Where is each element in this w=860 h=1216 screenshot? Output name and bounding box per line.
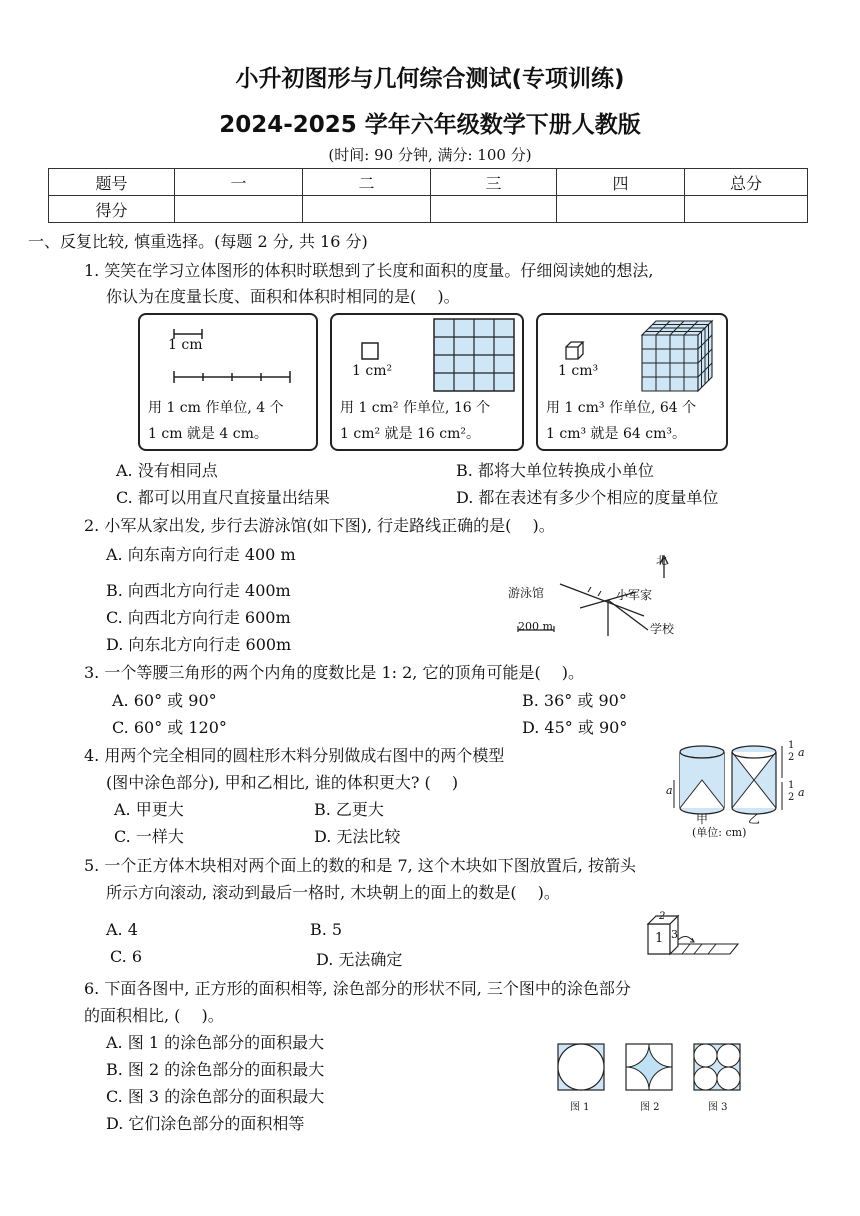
q1-area-box xyxy=(330,313,524,451)
cyl-yi-half-top-den: 2 xyxy=(788,752,795,763)
score-table-score-row xyxy=(49,196,808,223)
cell-part-1: 一 xyxy=(175,169,303,196)
q4-text-line2: (图中涂色部分), 甲和乙相比, 谁的体积更大? ( ) xyxy=(106,773,459,792)
cube-side-number: 3 xyxy=(671,928,678,941)
q1-box1-text2: 1 cm 就是 4 cm。 xyxy=(148,426,268,442)
q1-option-c[interactable]: C. 都可以用直尺直接量出结果 xyxy=(116,488,330,507)
q4-cylinder-figure xyxy=(664,740,812,840)
exam-title: 小升初图形与几何综合测试(专项训练) xyxy=(235,66,625,92)
q2-map-figure xyxy=(508,552,708,642)
fig2-label: 图 2 xyxy=(640,1102,660,1113)
q1-box1-unit: 1 cm xyxy=(168,337,203,353)
school-label: 学校 xyxy=(650,622,675,636)
section-1-heading: 一、反复比较, 慎重选择。(每题 2 分, 共 16 分) xyxy=(28,232,368,251)
q5-text-line1: 5. 一个正方体木块相对两个面上的数的和是 7, 这个木块如下图放置后, 按箭头 xyxy=(84,856,636,875)
score-table-header-row xyxy=(49,169,808,196)
q5-cube-figure xyxy=(630,906,740,966)
q3-option-a[interactable]: A. 60° 或 90° xyxy=(112,691,217,710)
q6-option-a[interactable]: A. 图 1 的涂色部分的面积最大 xyxy=(106,1033,325,1052)
q2-option-a[interactable]: A. 向东南方向行走 400 m xyxy=(106,545,296,564)
q1-box2-text1: 用 1 cm² 作单位, 16 个 xyxy=(340,400,491,416)
q1-box2-text2: 1 cm² 就是 16 cm²。 xyxy=(340,426,480,442)
q1-volume-box xyxy=(536,313,728,451)
exam-time-score: (时间: 90 分钟, 满分: 100 分) xyxy=(328,146,532,164)
cyl-jia-label: 甲 xyxy=(696,812,709,826)
fig1-label: 图 1 xyxy=(570,1102,590,1113)
cell-part-4: 四 xyxy=(557,169,685,196)
cyl-yi-half-bottom-num: 1 xyxy=(788,780,795,791)
cell-part-2: 二 xyxy=(303,169,431,196)
q1-box3-text1: 用 1 cm³ 作单位, 64 个 xyxy=(546,400,697,416)
q6-option-c[interactable]: C. 图 3 的涂色部分的面积最大 xyxy=(106,1087,325,1106)
q4-option-d[interactable]: D. 无法比较 xyxy=(314,827,401,846)
q1-box3-unit: 1 cm³ xyxy=(558,363,599,379)
score-table xyxy=(48,168,808,223)
q2-text-line1: 2. 小军从家出发, 步行去游泳馆(如下图), 行走路线正确的是( )。 xyxy=(84,516,555,535)
q6-squares-figure xyxy=(552,1040,778,1116)
q6-text-line2: 的面积相比, ( )。 xyxy=(84,1006,224,1025)
scale-label: 200 m xyxy=(518,620,553,633)
q2-option-d[interactable]: D. 向东北方向行走 600m xyxy=(106,635,292,654)
cyl-yi-half-top-num: 1 xyxy=(788,740,795,751)
q1-option-d[interactable]: D. 都在表述有多少个相应的度量单位 xyxy=(456,488,719,507)
q1-text-line2: 你认为在度量长度、面积和体积时相同的是( )。 xyxy=(106,287,460,306)
q5-option-a[interactable]: A. 4 xyxy=(106,920,138,939)
north-label: 北 xyxy=(656,554,667,567)
q1-box3-text2: 1 cm³ 就是 64 cm³。 xyxy=(546,426,686,442)
q1-text-line1: 1. 笑笑在学习立体图形的体积时联想到了长度和面积的度量。仔细阅读她的想法, xyxy=(84,261,654,280)
q4-option-b[interactable]: B. 乙更大 xyxy=(314,800,384,819)
q3-option-d[interactable]: D. 45° 或 90° xyxy=(522,718,628,737)
q6-text-line1: 6. 下面各图中, 正方形的面积相等, 涂色部分的形状不同, 三个图中的涂色部分 xyxy=(84,979,631,998)
q5-option-d[interactable]: D. 无法确定 xyxy=(316,950,403,969)
cell-question-no: 题号 xyxy=(49,169,175,196)
cell-part-3: 三 xyxy=(431,169,557,196)
cube-top-number: 2 xyxy=(659,911,666,922)
cyl-unit-label: (单位: cm) xyxy=(692,826,747,839)
q1-length-box xyxy=(138,313,318,451)
fig3-label: 图 3 xyxy=(708,1102,728,1113)
q1-box2-unit: 1 cm² xyxy=(352,363,393,379)
q5-text-line2: 所示方向滚动, 滚动到最后一格时, 木块朝上的面上的数是( )。 xyxy=(106,883,560,902)
q1-option-b[interactable]: B. 都将大单位转换成小单位 xyxy=(456,461,654,480)
q4-text-line1: 4. 用两个完全相同的圆柱形木料分别做成右图中的两个模型 xyxy=(84,746,505,765)
q6-option-b[interactable]: B. 图 2 的涂色部分的面积最大 xyxy=(106,1060,325,1079)
pool-label: 游泳馆 xyxy=(508,586,545,600)
score-input-3[interactable] xyxy=(431,196,557,223)
cell-score-label: 得分 xyxy=(49,196,175,223)
score-input-2[interactable] xyxy=(303,196,431,223)
cell-total: 总分 xyxy=(685,169,808,196)
q3-text-line1: 3. 一个等腰三角形的两个内角的度数比是 1: 2, 它的顶角可能是( )。 xyxy=(84,663,585,682)
cyl-yi-label: 乙 xyxy=(748,812,761,826)
score-input-4[interactable] xyxy=(557,196,685,223)
q3-option-c[interactable]: C. 60° 或 120° xyxy=(112,718,227,737)
cyl-yi-half-bottom-den: 2 xyxy=(788,792,795,803)
q1-box1-text1: 用 1 cm 作单位, 4 个 xyxy=(148,400,284,416)
q2-option-b[interactable]: B. 向西北方向行走 400m xyxy=(106,581,291,600)
q4-option-c[interactable]: C. 一样大 xyxy=(114,827,184,846)
cyl-yi-a-bottom: a xyxy=(798,786,805,799)
q4-option-a[interactable]: A. 甲更大 xyxy=(114,800,184,819)
cube-front-number: 1 xyxy=(655,931,664,946)
q2-option-c[interactable]: C. 向西北方向行走 600m xyxy=(106,608,291,627)
score-input-total[interactable] xyxy=(685,196,808,223)
score-input-1[interactable] xyxy=(175,196,303,223)
q3-option-b[interactable]: B. 36° 或 90° xyxy=(522,691,627,710)
q5-option-b[interactable]: B. 5 xyxy=(310,920,343,939)
cyl-yi-a-top: a xyxy=(798,746,805,759)
q1-option-a[interactable]: A. 没有相同点 xyxy=(116,461,218,480)
home-label: 小军家 xyxy=(616,588,653,602)
q6-option-d[interactable]: D. 它们涂色部分的面积相等 xyxy=(106,1114,305,1133)
cyl-jia-a: a xyxy=(666,784,673,797)
q5-option-c[interactable]: C. 6 xyxy=(110,947,143,966)
exam-subtitle-year: 2024-2025 学年六年级数学下册人教版 xyxy=(219,112,641,138)
